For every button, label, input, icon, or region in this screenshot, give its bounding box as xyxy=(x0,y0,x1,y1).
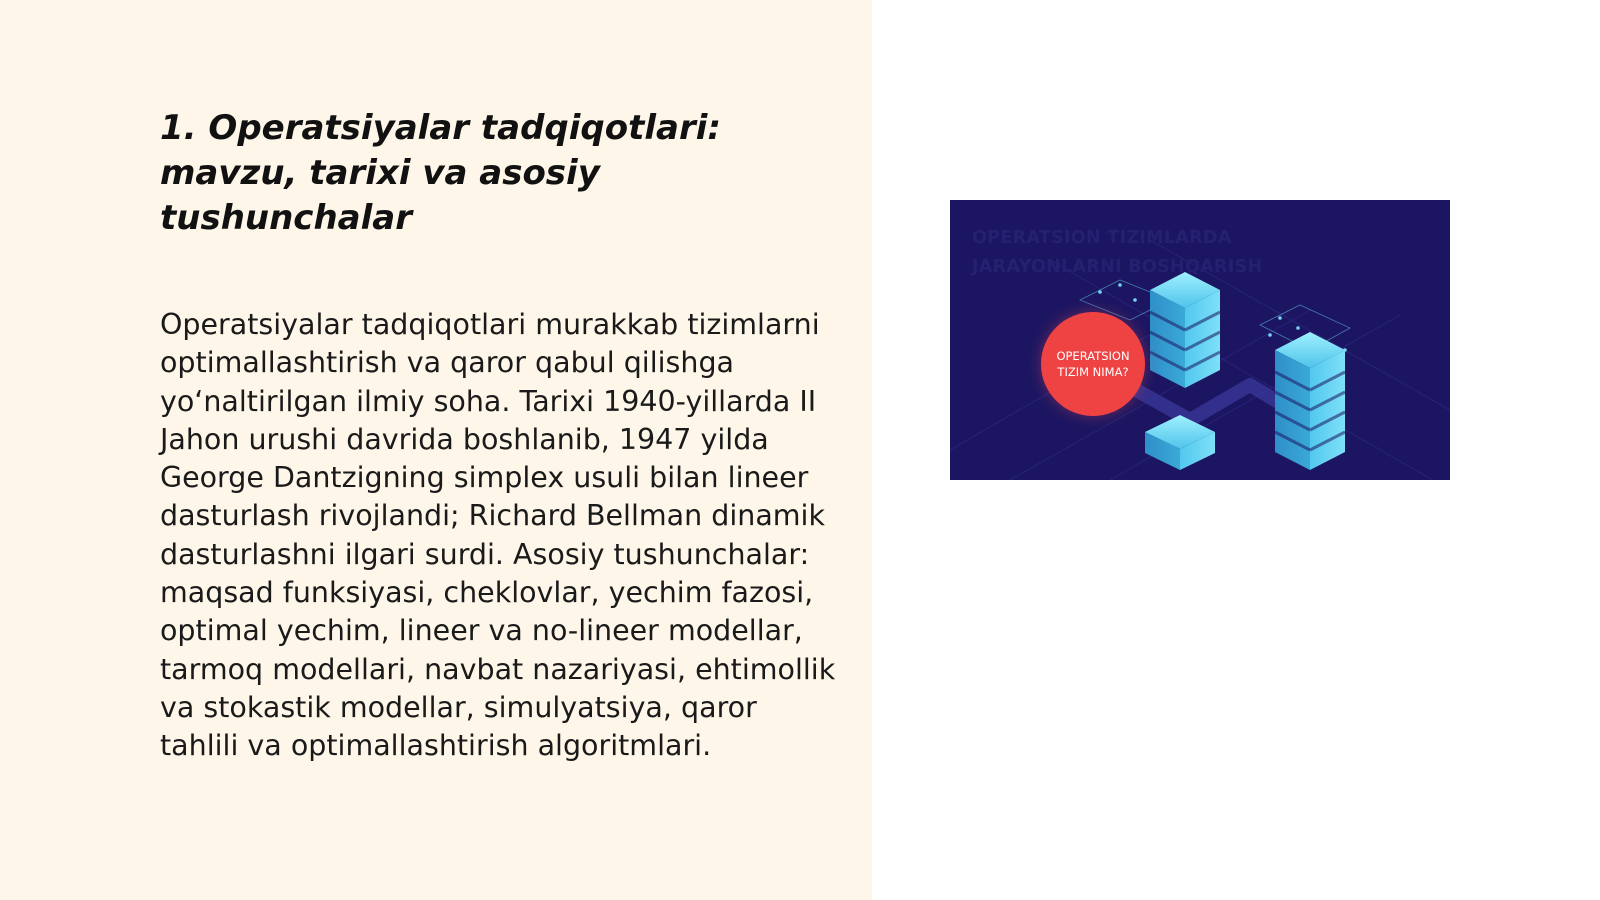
server-stack-2 xyxy=(1275,332,1345,470)
server-stack-1 xyxy=(1150,272,1220,388)
small-server-box xyxy=(1145,415,1215,470)
badge-line-1: OPERATSION xyxy=(1056,349,1130,363)
illustration-image xyxy=(950,200,1450,480)
image-caption-line-1: OPERATSION TIZIMLARDA xyxy=(972,228,1232,248)
image-caption-line-2: JARAYONLARNI BOSHQARISH xyxy=(972,257,1263,277)
badge-text xyxy=(1048,348,1138,380)
image-caption xyxy=(972,224,1332,282)
red-badge xyxy=(1041,312,1145,416)
slide-title: 1. Operatsiyalar tadqiqotlari: mavzu, tarixi va asosiy tushunchalar xyxy=(160,108,721,238)
badge-line-2: TIZIM NIMA? xyxy=(1057,365,1129,379)
slide-body-text: Operatsiyalar tadqiqotlari murakkab tizimlarni optimallashtirish va qaror qabul qilishga yo‘naltirilgan ilmiy soha. Tarixi 1940-yillarda II Jahon urushi davrida boshlanib, 1947 yilda George Dantzigning simplex usuli bilan lineer dasturlash rivojlandi; Richard Bellman dinamik dasturlashni ilgari surdi. Asosiy tushunchalar: maqsad funksiyasi, cheklovlar, yechim fazosi, optimal yechim, lineer va no-lineer modellar, tarmoq modellari, navbat nazariyasi, ehtimollik va stokastik modellar, simulyatsiya, qaror tahlili va optimallashtirish algoritmlari. xyxy=(160,308,836,763)
